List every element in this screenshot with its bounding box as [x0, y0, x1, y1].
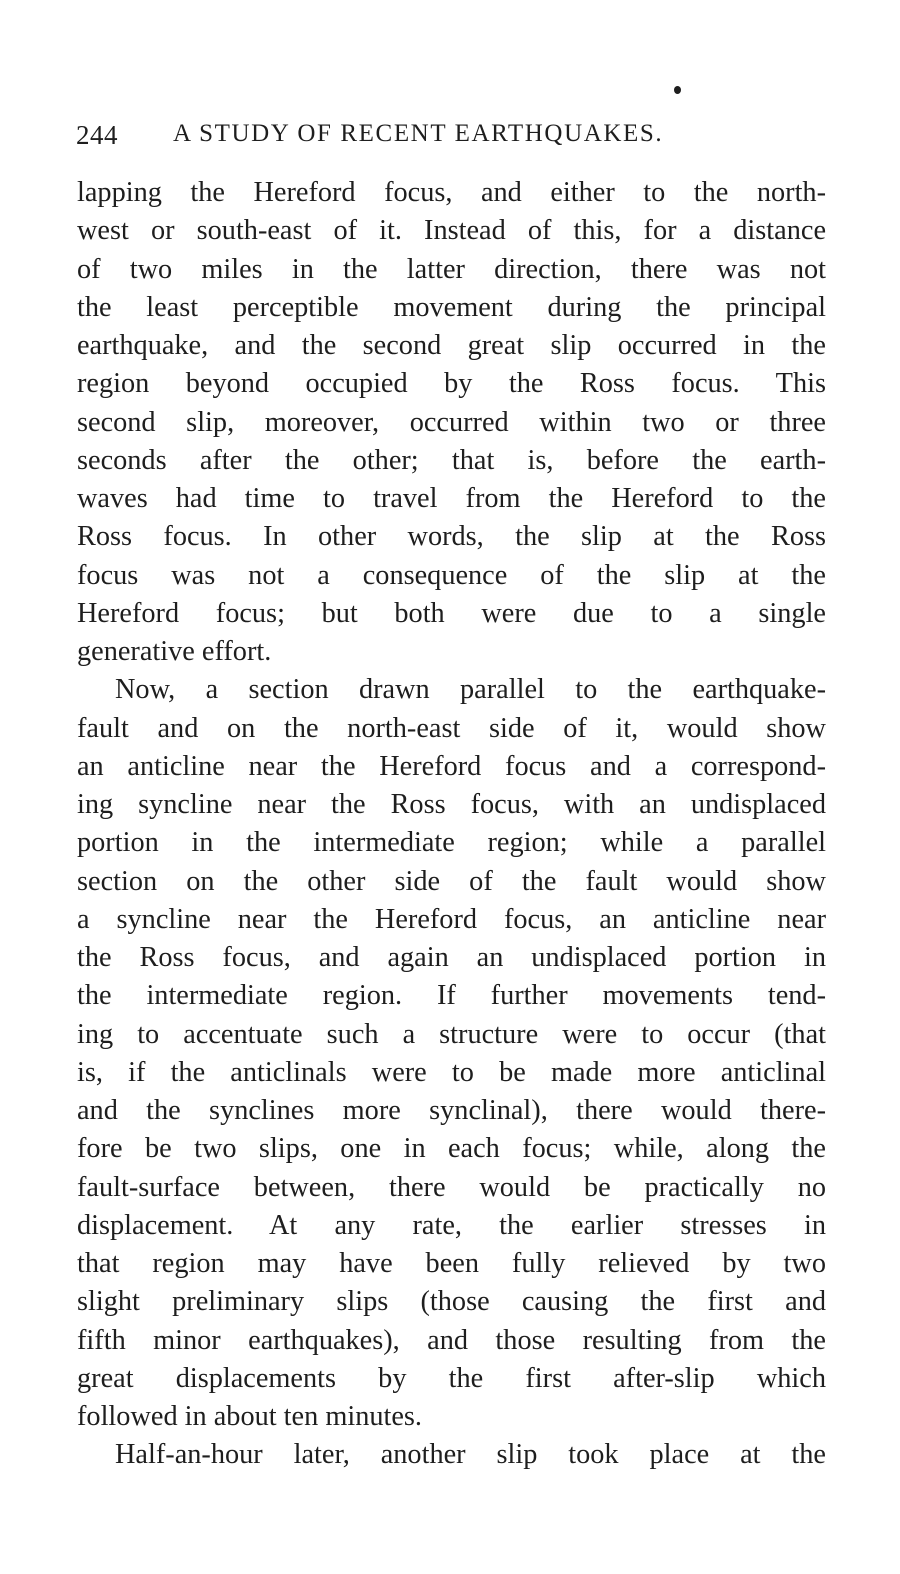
- page-number: 244: [76, 120, 118, 150]
- text-line: portion in the intermediate region; while a parallel: [77, 827, 826, 859]
- text-line: seconds after the other; that is, before the earth-: [77, 444, 826, 476]
- text-line: displacement. At any rate, the earlier stresses in: [77, 1209, 826, 1241]
- text-line: section on the other side of the fault would show: [77, 865, 826, 897]
- text-line: fault and on the north-east side of it, would show: [77, 712, 826, 744]
- text-line: fifth minor earthquakes), and those resulting from the: [77, 1324, 826, 1356]
- text-line: slight preliminary slips (those causing the first and: [77, 1286, 826, 1318]
- text-line: the least perceptible movement during the principal: [77, 291, 826, 323]
- text-line: Hereford focus; but both were due to a single: [77, 597, 826, 629]
- text-line: a syncline near the Hereford focus, an anticline near: [77, 903, 826, 935]
- text-line: ing to accentuate such a structure were to occur (that: [77, 1018, 826, 1050]
- text-line: and the synclines more synclinal), there would there-: [77, 1095, 826, 1126]
- ink-speck: [674, 86, 681, 94]
- body-text: [77, 174, 826, 1475]
- text-line: an anticline near the Hereford focus and a correspond-: [77, 750, 826, 782]
- text-line: region beyond occupied by the Ross focus. This: [77, 368, 826, 400]
- text-line: focus was not a consequence of the slip at the: [77, 559, 826, 591]
- text-line: the Ross focus, and again an undisplaced portion in: [77, 942, 826, 973]
- text-line: of two miles in the latter direction, there was not: [77, 253, 826, 285]
- text-line: is, if the anticlinals were to be made more anticlinal: [77, 1056, 826, 1088]
- text-line: great displacements by the first after-slip which: [77, 1362, 826, 1394]
- text-line: Half-an-hour later, another slip took place at the: [115, 1439, 826, 1471]
- paragraph: [77, 1436, 826, 1474]
- text-line: second slip, moreover, occurred within two or three: [77, 406, 826, 438]
- text-line: west or south-east of it. Instead of this, for a distance: [77, 215, 826, 247]
- text-line: ing syncline near the Ross focus, with an undisplaced: [77, 789, 826, 820]
- paragraph: [77, 671, 826, 1436]
- text-line: lapping the Hereford focus, and either to the north-: [77, 177, 826, 208]
- text-line: that region may have been fully relieved by two: [77, 1248, 826, 1279]
- text-line: earthquake, and the second great slip occurred in the: [77, 330, 826, 361]
- paragraph: [77, 174, 826, 671]
- text-line: followed in about ten minutes.: [77, 1401, 423, 1432]
- running-header: [76, 116, 836, 156]
- text-line: Ross focus. In other words, the slip at the Ross: [77, 521, 826, 553]
- text-line: fore be two slips, one in each focus; while, along the: [77, 1133, 826, 1165]
- running-title: A STUDY OF RECENT EARTHQUAKES.: [173, 120, 664, 147]
- text-line: fault-surface between, there would be practically no: [77, 1171, 826, 1203]
- text-line: Now, a section drawn parallel to the earthquake-: [115, 674, 826, 706]
- text-line: waves had time to travel from the Hereford to the: [77, 483, 826, 514]
- text-line: generative effort.: [77, 636, 272, 667]
- text-line: the intermediate region. If further movements tend-: [77, 980, 826, 1012]
